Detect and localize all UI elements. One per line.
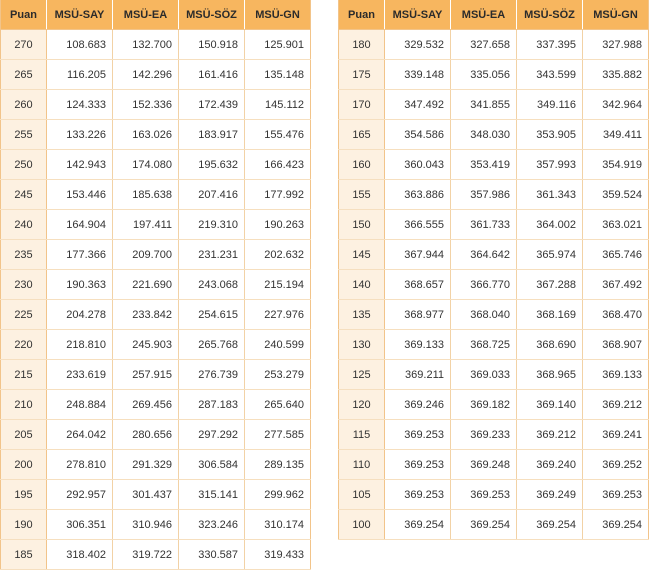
table-row (339, 210, 649, 240)
msu-gn-cell: 369.254 (583, 510, 649, 540)
puan-cell: 210 (1, 390, 47, 420)
puan-cell: 255 (1, 120, 47, 150)
msu-gn-cell: 319.433 (245, 540, 311, 570)
msu-say-cell: 292.957 (47, 480, 113, 510)
table-row (339, 240, 649, 270)
table-row (339, 30, 649, 60)
msu-soz-cell: 330.587 (179, 540, 245, 570)
table-row (339, 390, 649, 420)
table-body (1, 30, 311, 570)
msu-gn-cell: 342.964 (583, 90, 649, 120)
msu-gn-cell: 155.476 (245, 120, 311, 150)
table-body (339, 30, 649, 540)
msu-soz-cell: 195.632 (179, 150, 245, 180)
msu-say-cell: 248.884 (47, 390, 113, 420)
msu-say-cell: 363.886 (385, 180, 451, 210)
table-row (1, 300, 311, 330)
msu-ea-cell: 142.296 (113, 60, 179, 90)
msu-gn-cell: 215.194 (245, 270, 311, 300)
msu-say-cell: 142.943 (47, 150, 113, 180)
msu-soz-cell: 150.918 (179, 30, 245, 60)
msu-say-cell: 368.977 (385, 300, 451, 330)
msu-ea-cell: 369.254 (451, 510, 517, 540)
msu-gn-cell: 289.135 (245, 450, 311, 480)
msu-say-cell: 218.810 (47, 330, 113, 360)
puan-cell: 170 (339, 90, 385, 120)
puan-cell: 165 (339, 120, 385, 150)
table-row (339, 450, 649, 480)
table-row (339, 150, 649, 180)
puan-cell: 130 (339, 330, 385, 360)
msu-ea-cell: 245.903 (113, 330, 179, 360)
msu-ea-cell: 132.700 (113, 30, 179, 60)
table-row (339, 300, 649, 330)
msu-soz-cell: 364.002 (517, 210, 583, 240)
msu-say-cell: 264.042 (47, 420, 113, 450)
table-header (339, 0, 649, 30)
puan-cell: 115 (339, 420, 385, 450)
table-row (1, 510, 311, 540)
msu-soz-cell: 315.141 (179, 480, 245, 510)
msu-say-cell: 354.586 (385, 120, 451, 150)
puan-cell: 150 (339, 210, 385, 240)
table-row (339, 120, 649, 150)
msu-gn-cell: 227.976 (245, 300, 311, 330)
puan-cell: 100 (339, 510, 385, 540)
msu-gn-cell: 190.263 (245, 210, 311, 240)
msu-gn-cell: 349.411 (583, 120, 649, 150)
msu-ea-cell: 369.033 (451, 360, 517, 390)
table-row (1, 540, 311, 570)
msu-say-cell: 116.205 (47, 60, 113, 90)
msu-soz-cell: 361.343 (517, 180, 583, 210)
puan-cell: 220 (1, 330, 47, 360)
msu-say-cell: 329.532 (385, 30, 451, 60)
msu-ea-cell: 197.411 (113, 210, 179, 240)
msu-soz-cell: 265.768 (179, 330, 245, 360)
msu-say-cell: 366.555 (385, 210, 451, 240)
table-row (339, 330, 649, 360)
msu-say-cell: 108.683 (47, 30, 113, 60)
msu-say-cell: 368.657 (385, 270, 451, 300)
msu-say-cell: 124.333 (47, 90, 113, 120)
puan-cell: 145 (339, 240, 385, 270)
msu-say-cell: 369.211 (385, 360, 451, 390)
msu-soz-cell: 343.599 (517, 60, 583, 90)
msu-soz-cell: 254.615 (179, 300, 245, 330)
table-row (339, 270, 649, 300)
msu-say-cell: 190.363 (47, 270, 113, 300)
msu-ea-cell: 369.248 (451, 450, 517, 480)
msu-say-cell: 339.148 (385, 60, 451, 90)
msu-say-cell: 233.619 (47, 360, 113, 390)
puan-cell: 230 (1, 270, 47, 300)
puan-cell: 265 (1, 60, 47, 90)
msu-say-cell: 369.133 (385, 330, 451, 360)
header-msu-gn: MSÜ-GN (583, 0, 649, 30)
table-row (1, 240, 311, 270)
msu-gn-cell: 253.279 (245, 360, 311, 390)
header-msu-gn: MSÜ-GN (245, 0, 311, 30)
msu-soz-cell: 369.212 (517, 420, 583, 450)
puan-cell: 120 (339, 390, 385, 420)
table-row (1, 450, 311, 480)
msu-say-cell: 369.253 (385, 420, 451, 450)
puan-cell: 245 (1, 180, 47, 210)
puan-cell: 205 (1, 420, 47, 450)
msu-say-cell: 177.366 (47, 240, 113, 270)
msu-ea-cell: 368.725 (451, 330, 517, 360)
msu-gn-cell: 240.599 (245, 330, 311, 360)
puan-cell: 270 (1, 30, 47, 60)
table-row (1, 330, 311, 360)
table-row (339, 510, 649, 540)
msu-soz-cell: 287.183 (179, 390, 245, 420)
msu-soz-cell: 276.739 (179, 360, 245, 390)
msu-soz-cell: 369.240 (517, 450, 583, 480)
msu-soz-cell: 161.416 (179, 60, 245, 90)
msu-gn-cell: 354.919 (583, 150, 649, 180)
msu-ea-cell: 269.456 (113, 390, 179, 420)
msu-soz-cell: 219.310 (179, 210, 245, 240)
puan-cell: 160 (339, 150, 385, 180)
msu-ea-cell: 369.253 (451, 480, 517, 510)
puan-cell: 250 (1, 150, 47, 180)
puan-cell: 195 (1, 480, 47, 510)
puan-cell: 175 (339, 60, 385, 90)
msu-gn-cell: 367.492 (583, 270, 649, 300)
msu-gn-cell: 310.174 (245, 510, 311, 540)
msu-soz-cell: 207.416 (179, 180, 245, 210)
msu-ea-cell: 280.656 (113, 420, 179, 450)
header-puan: Puan (1, 0, 47, 30)
msu-say-cell: 318.402 (47, 540, 113, 570)
msu-gn-cell: 202.632 (245, 240, 311, 270)
msu-gn-cell: 369.133 (583, 360, 649, 390)
msu-gn-cell: 145.112 (245, 90, 311, 120)
header-row (339, 0, 649, 30)
msu-say-cell: 367.944 (385, 240, 451, 270)
table-row (339, 360, 649, 390)
msu-gn-cell: 369.241 (583, 420, 649, 450)
msu-say-cell: 278.810 (47, 450, 113, 480)
msu-gn-cell: 265.640 (245, 390, 311, 420)
msu-gn-cell: 359.524 (583, 180, 649, 210)
msu-soz-cell: 231.231 (179, 240, 245, 270)
msu-soz-cell: 323.246 (179, 510, 245, 540)
msu-ea-cell: 301.437 (113, 480, 179, 510)
table-row (339, 180, 649, 210)
msu-gn-cell: 369.212 (583, 390, 649, 420)
msu-ea-cell: 335.056 (451, 60, 517, 90)
msu-gn-cell: 335.882 (583, 60, 649, 90)
puan-cell: 260 (1, 90, 47, 120)
msu-ea-cell: 163.026 (113, 120, 179, 150)
msu-gn-cell: 365.746 (583, 240, 649, 270)
msu-soz-cell: 365.974 (517, 240, 583, 270)
msu-soz-cell: 369.254 (517, 510, 583, 540)
header-row (1, 0, 311, 30)
msu-ea-cell: 369.233 (451, 420, 517, 450)
msu-gn-cell: 368.470 (583, 300, 649, 330)
msu-say-cell: 369.246 (385, 390, 451, 420)
msu-gn-cell: 166.423 (245, 150, 311, 180)
msu-gn-cell: 327.988 (583, 30, 649, 60)
msu-ea-cell: 185.638 (113, 180, 179, 210)
msu-soz-cell: 369.249 (517, 480, 583, 510)
table-row (339, 480, 649, 510)
msu-gn-cell: 299.962 (245, 480, 311, 510)
msu-say-cell: 306.351 (47, 510, 113, 540)
msu-ea-cell: 364.642 (451, 240, 517, 270)
msu-ea-cell: 348.030 (451, 120, 517, 150)
puan-cell: 190 (1, 510, 47, 540)
msu-ea-cell: 310.946 (113, 510, 179, 540)
table-row (1, 480, 311, 510)
msu-gn-cell: 177.992 (245, 180, 311, 210)
puan-cell: 185 (1, 540, 47, 570)
msu-soz-cell: 367.288 (517, 270, 583, 300)
puan-cell: 180 (339, 30, 385, 60)
table-row (1, 360, 311, 390)
puan-cell: 155 (339, 180, 385, 210)
table-row (1, 150, 311, 180)
puan-cell: 240 (1, 210, 47, 240)
msu-ea-cell: 368.040 (451, 300, 517, 330)
puan-cell: 110 (339, 450, 385, 480)
msu-ea-cell: 366.770 (451, 270, 517, 300)
msu-soz-cell: 306.584 (179, 450, 245, 480)
msu-gn-cell: 125.901 (245, 30, 311, 60)
table-row (339, 60, 649, 90)
msu-soz-cell: 297.292 (179, 420, 245, 450)
header-msu-ea: MSÜ-EA (451, 0, 517, 30)
msu-soz-cell: 183.917 (179, 120, 245, 150)
puan-cell: 200 (1, 450, 47, 480)
header-msu-soz: MSÜ-SÖZ (179, 0, 245, 30)
table-header (1, 0, 311, 30)
msu-soz-cell: 368.169 (517, 300, 583, 330)
msu-say-cell: 133.226 (47, 120, 113, 150)
puan-cell: 125 (339, 360, 385, 390)
msu-soz-cell: 353.905 (517, 120, 583, 150)
table-row (1, 60, 311, 90)
msu-soz-cell: 172.439 (179, 90, 245, 120)
header-puan: Puan (339, 0, 385, 30)
header-msu-soz: MSÜ-SÖZ (517, 0, 583, 30)
msu-ea-cell: 291.329 (113, 450, 179, 480)
msu-say-cell: 369.253 (385, 480, 451, 510)
msu-soz-cell: 357.993 (517, 150, 583, 180)
msu-gn-cell: 135.148 (245, 60, 311, 90)
msu-ea-cell: 233.842 (113, 300, 179, 330)
msu-ea-cell: 327.658 (451, 30, 517, 60)
msu-ea-cell: 353.419 (451, 150, 517, 180)
table-row (1, 210, 311, 240)
table-row (339, 90, 649, 120)
puan-cell: 215 (1, 360, 47, 390)
msu-soz-cell: 243.068 (179, 270, 245, 300)
msu-say-cell: 347.492 (385, 90, 451, 120)
puan-cell: 235 (1, 240, 47, 270)
msu-ea-cell: 319.722 (113, 540, 179, 570)
msu-say-cell: 204.278 (47, 300, 113, 330)
score-table-right (338, 0, 649, 540)
msu-soz-cell: 337.395 (517, 30, 583, 60)
msu-gn-cell: 369.252 (583, 450, 649, 480)
table-row (1, 420, 311, 450)
table-row (1, 180, 311, 210)
msu-soz-cell: 369.140 (517, 390, 583, 420)
msu-ea-cell: 152.336 (113, 90, 179, 120)
header-msu-say: MSÜ-SAY (385, 0, 451, 30)
msu-soz-cell: 349.116 (517, 90, 583, 120)
msu-say-cell: 360.043 (385, 150, 451, 180)
table-row (1, 30, 311, 60)
msu-ea-cell: 341.855 (451, 90, 517, 120)
msu-ea-cell: 174.080 (113, 150, 179, 180)
msu-ea-cell: 221.690 (113, 270, 179, 300)
msu-say-cell: 369.254 (385, 510, 451, 540)
msu-ea-cell: 209.700 (113, 240, 179, 270)
msu-say-cell: 164.904 (47, 210, 113, 240)
puan-cell: 135 (339, 300, 385, 330)
table-row (1, 90, 311, 120)
msu-gn-cell: 277.585 (245, 420, 311, 450)
puan-cell: 105 (339, 480, 385, 510)
header-msu-ea: MSÜ-EA (113, 0, 179, 30)
table-row (1, 270, 311, 300)
msu-soz-cell: 368.690 (517, 330, 583, 360)
msu-gn-cell: 369.253 (583, 480, 649, 510)
table-row (339, 420, 649, 450)
score-table-left (0, 0, 311, 570)
table-row (1, 120, 311, 150)
msu-ea-cell: 369.182 (451, 390, 517, 420)
table-row (1, 390, 311, 420)
puan-cell: 140 (339, 270, 385, 300)
puan-cell: 225 (1, 300, 47, 330)
msu-gn-cell: 363.021 (583, 210, 649, 240)
header-msu-say: MSÜ-SAY (47, 0, 113, 30)
msu-ea-cell: 257.915 (113, 360, 179, 390)
msu-gn-cell: 368.907 (583, 330, 649, 360)
msu-ea-cell: 361.733 (451, 210, 517, 240)
msu-say-cell: 153.446 (47, 180, 113, 210)
msu-ea-cell: 357.986 (451, 180, 517, 210)
msu-say-cell: 369.253 (385, 450, 451, 480)
msu-soz-cell: 368.965 (517, 360, 583, 390)
